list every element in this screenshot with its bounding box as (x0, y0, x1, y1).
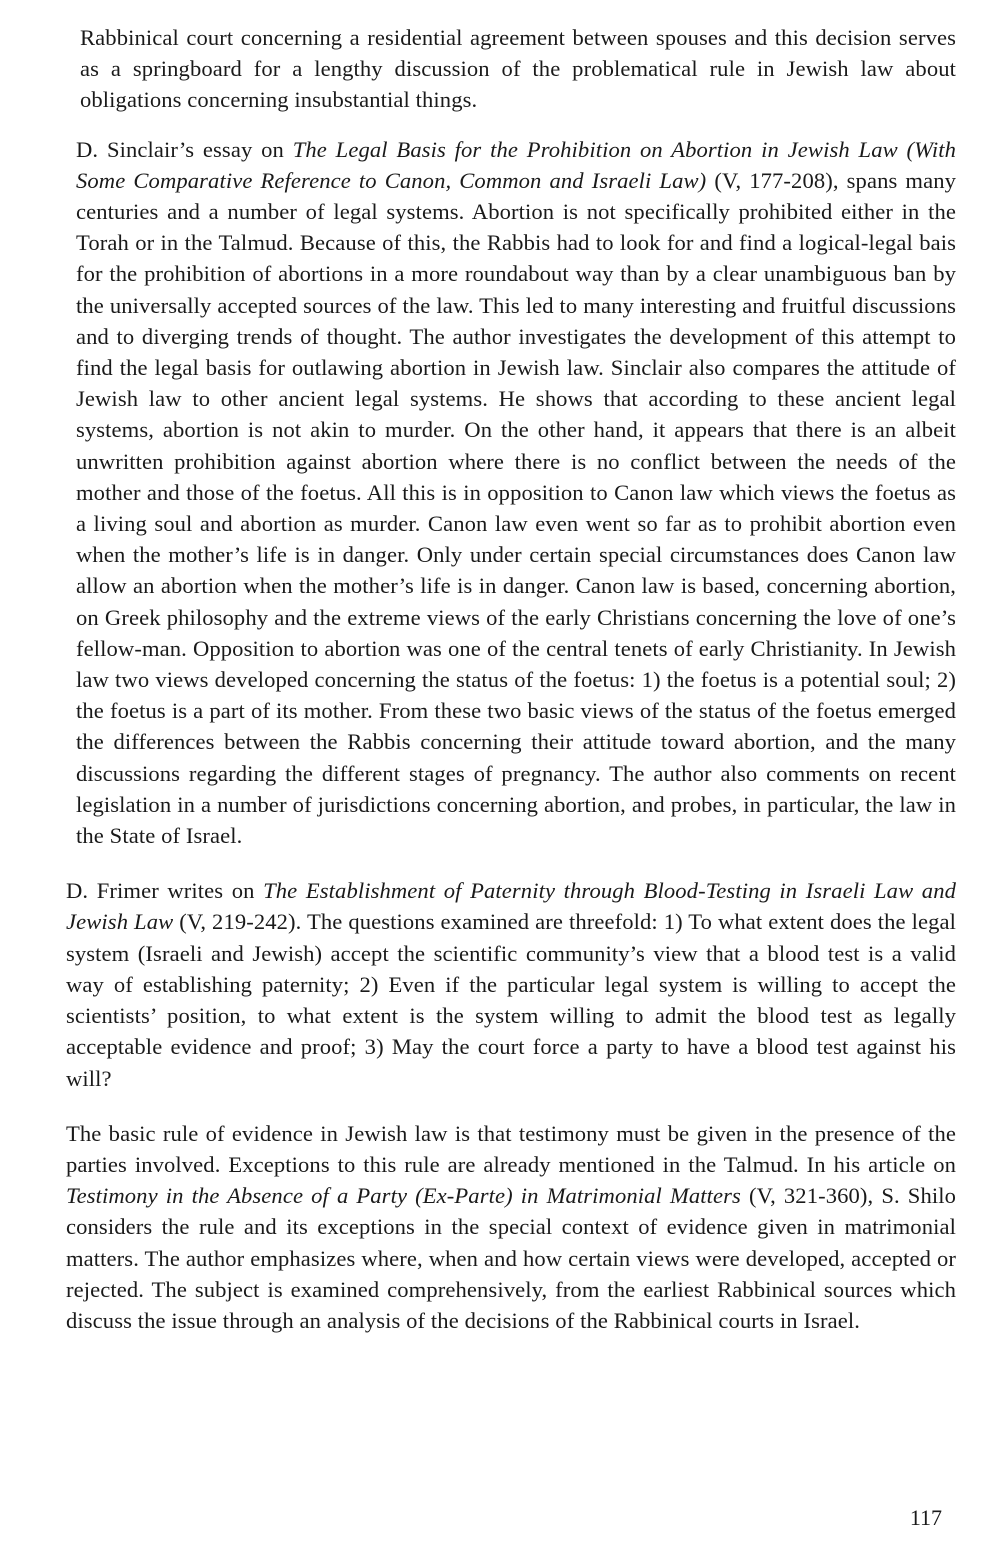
article-title: The Establishment of Paternity through Blood-Testing in Israeli Law and Jewish Law (66, 878, 956, 935)
paragraph-text: (V, 321-360), S. Shilo considers the rule and its exceptions in the special context of evidence given in matrimonial matters. The author emphasizes where, when and how certain views were developed, accepted or rejected. The subject is examined comprehensively, from the earliest Rabbinical sources which discuss the issue through an analysis of the decisions of the Rabbinical courts in Israel. (66, 1183, 956, 1333)
paragraph-text: D. Sinclair’s essay on (76, 136, 293, 162)
page-number: 117 (909, 1505, 942, 1530)
paragraph-text: The basic rule of evidence in Jewish law is that testimony must be given in the presence of the parties involved. Exceptions to this rule are already mentioned in the Talmud. In his article on (66, 1120, 956, 1177)
paragraph-text: (V, 219-242). The questions examined are threefold: 1) To what extent does the legal system (Israeli and Jewish) accept the scientific community’s view that a blood test is a valid way of establishing paternity; 2) Even if the particular legal system is willing to accept the scientists’ position, to what extent is the system willing to admit the blood test as legally acceptable evidence and proof; 3) May the court force a party to have a blood test against his will? (66, 909, 956, 1091)
page-body (66, 22, 956, 1336)
paragraph-frimer-paternity (66, 875, 956, 1093)
paragraph-sinclair-abortion (76, 134, 956, 852)
article-title: The Legal Basis for the Prohibition on Abortion in Jewish Law (With Some Comparative Reference to Canon, Common and Israeli Law) (76, 136, 956, 193)
paragraph-text: Rabbinical court concerning a residential agreement between spouses and this decision serves as a springboard for a lengthy discussion of the problematical rule in Jewish law about obligations concerning insubstantial things. (80, 25, 956, 113)
paragraph-text: (V, 177-208), spans many centuries and a number of legal systems. Abortion is not specifically prohibited either in the Torah or in the Talmud. Because of this, the Rabbis had to look for and find a logical-legal bais for the prohibition of abortions in a more roundabout way than by a clear unambiguous ban by the universally accepted sources of the law. This led to many interesting and fruitful discussions and to diverging trends of thought. The author investigates the development of this attempt to find the legal basis for outlawing abortion in Jewish law. Sinclair also compares the attitude of Jewish law to other ancient legal systems. He shows that according to these ancient legal systems, abortion is not akin to murder. On the other hand, it appears that there is an albeit unwritten prohibition against abortion where there is no conflict between the needs of the mother and those of the foetus. All this is in opposition to Canon law which views the foetus as a living soul and abortion as murder. Canon law even went so far as to prohibit abortion even when the mother’s life is in danger. Only under certain special circumstances does Canon law allow an abortion when the mother’s life is in danger. Canon law is based, concerning abortion, on Greek philosophy and the extreme views of the early Christians concerning the love of one’s fellow-man. Opposition to abortion was one of the central tenets of early Christianity. In Jewish law two views developed concerning the status of the foetus: 1) the foetus is a potential soul; 2) the foetus is a part of its mother. From these two basic views of the status of the foetus emerged the differences between the Rabbis concerning their attitude toward abortion, and the many discussions regarding the different stages of pregnancy. The author also comments on recent legislation in a number of jurisdictions concerning abortion, and probes, in particular, the law in the State of Israel. (76, 167, 956, 849)
article-title: Testimony in the Absence of a Party (Ex-Parte) in Matrimonial Matters (66, 1183, 741, 1209)
paragraph-text: D. Frimer writes on (66, 878, 264, 904)
paragraph-residential-agreement (80, 22, 956, 116)
paragraph-shilo-testimony (66, 1118, 956, 1336)
